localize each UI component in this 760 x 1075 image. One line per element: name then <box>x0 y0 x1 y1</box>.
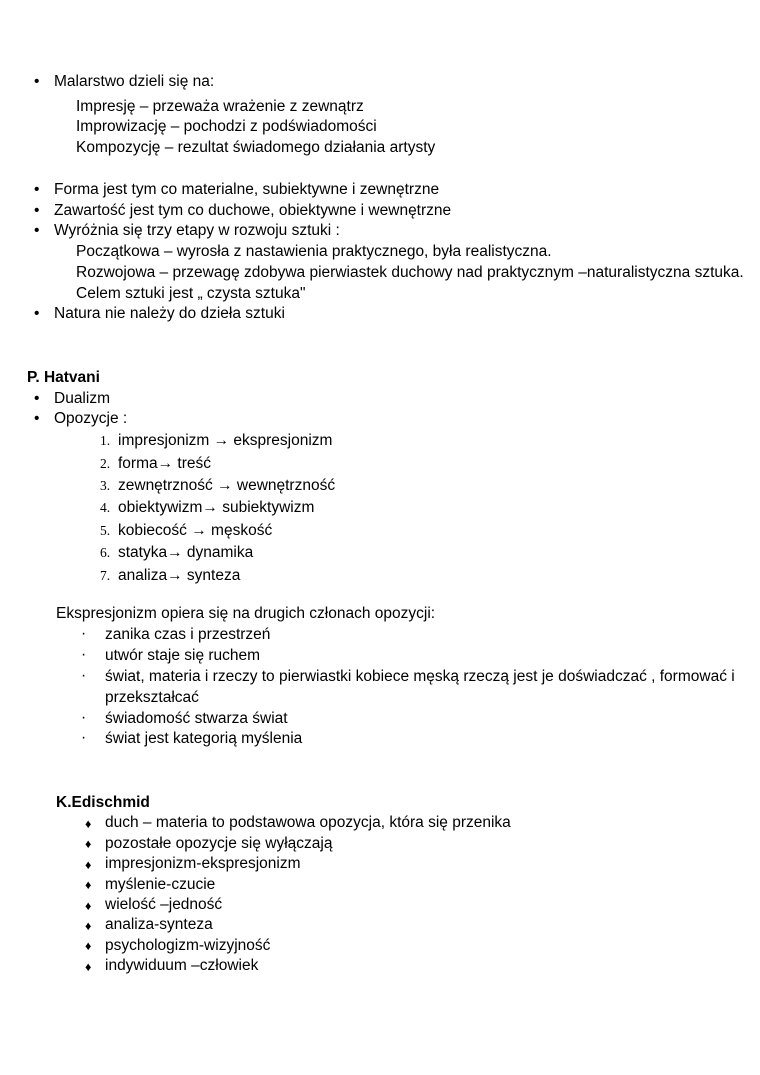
bullet-icon: • <box>34 389 40 407</box>
dot-item-text: świat jest kategorią myślenia <box>105 730 303 748</box>
dot-item <box>0 625 760 646</box>
numbered-item <box>0 497 760 519</box>
numbered-item <box>0 520 760 542</box>
dot-item <box>0 646 760 667</box>
sub-item: Celem sztuki jest „ czysta sztuka" <box>76 284 306 302</box>
bullet-icon: • <box>34 201 40 219</box>
numbered-item-text: impresjonizm → ekspresjonizm <box>118 432 333 450</box>
diamond-bullet-icon: ♦ <box>85 959 92 974</box>
numbered-item-text: statyka→ dynamika <box>118 544 254 562</box>
list-item-text: Wyróżnia się trzy etapy w rozwoju sztuki : <box>54 222 340 240</box>
dot-item <box>0 667 760 709</box>
numbered-list-opozycje <box>0 430 760 587</box>
section-heading: K.Edischmid <box>56 794 150 811</box>
list-item <box>0 409 760 430</box>
numbered-item <box>0 430 760 452</box>
numbered-item-text: forma→ treść <box>118 454 212 472</box>
list-item <box>0 221 760 242</box>
list-item <box>0 72 760 93</box>
diamond-item-text: pozostałe opozycje się wyłączają <box>105 834 333 852</box>
diamond-bullet-icon: ♦ <box>85 837 92 852</box>
list-number: 5. <box>100 522 111 538</box>
sub-item: Impresję – przeważa wrażenie z zewnątrz <box>76 97 364 115</box>
dot-item-text: utwór staje się ruchem <box>105 646 261 664</box>
diamond-item-text: myślenie-czucie <box>105 875 216 893</box>
section-edischmid <box>0 793 760 977</box>
diamond-item-text: psychologizm-wizyjność <box>105 936 271 954</box>
list-number: 4. <box>100 500 111 516</box>
list-item-text: Forma jest tym co materialne, subiektywne i zewnętrzne <box>54 181 440 198</box>
list-item-text: Opozycje : <box>54 410 128 428</box>
numbered-item-text: analiza→ synteza <box>118 566 241 584</box>
dot-bullet-icon: · <box>81 645 87 663</box>
diamond-item-text: impresjonizm-ekspresjonizm <box>105 855 301 873</box>
dot-bullet-icon: · <box>81 708 87 726</box>
sub-item: Rozwojowa – przewagę zdobywa pierwiastek duchowy nad praktycznym –naturalistyczna sztuka. <box>76 263 744 281</box>
section-hatvani <box>0 368 760 587</box>
diamond-item <box>0 875 760 895</box>
numbered-item <box>0 453 760 475</box>
bullet-icon: • <box>34 181 40 198</box>
sub-item: Początkowa – wyrosła z nastawienia praktycznego, była realistyczna. <box>76 243 552 261</box>
list-item <box>0 201 760 222</box>
diamond-item <box>0 834 760 854</box>
dot-item-text: świadomość stwarza świat <box>105 709 288 727</box>
diamond-bullet-icon: ♦ <box>85 878 92 893</box>
diamond-item <box>0 936 760 956</box>
numbered-item-text: zewnętrzność → wewnętrzność <box>118 476 336 494</box>
list-number: 3. <box>100 477 111 493</box>
list-number: 1. <box>100 433 111 449</box>
sublist-malarstwo <box>0 97 760 159</box>
section-forma <box>0 180 760 325</box>
dot-item <box>0 709 760 730</box>
section-malarstwo <box>0 72 760 159</box>
dot-item-text: zanika czas i przestrzeń <box>105 625 271 643</box>
diamond-item <box>0 895 760 915</box>
list-number: 7. <box>100 567 111 583</box>
list-item-text: Malarstwo dzieli się na: <box>54 73 215 90</box>
dot-item <box>0 729 760 750</box>
diamond-item-text: indywiduum –człowiek <box>105 957 259 975</box>
bullet-icon: • <box>34 305 40 323</box>
numbered-item-text: kobiecość → męskość <box>118 521 273 539</box>
dot-bullet-icon: · <box>81 729 87 747</box>
list-item <box>0 180 760 201</box>
list-item-text: Natura nie należy do dzieła sztuki <box>54 305 285 323</box>
list-item-text: Dualizm <box>54 389 110 407</box>
numbered-item-text: obiektywizm→ subiektywizm <box>118 499 315 517</box>
numbered-item <box>0 565 760 587</box>
dot-item-text: świat, materia i rzeczy to pierwiastki kobiece męską rzeczą jest je doświadczać , formować i przekształcać <box>105 667 735 706</box>
sub-item: Improwizację – pochodzi z podświadomości <box>76 118 377 136</box>
bullet-icon: • <box>34 73 40 90</box>
dot-bullet-icon: · <box>81 666 87 684</box>
diamond-item-text: duch – materia to podstawowa opozycja, która się przenika <box>105 814 511 832</box>
section-heading: P. Hatvani <box>27 369 100 386</box>
diamond-item <box>0 915 760 935</box>
list-item-text: Zawartość jest tym co duchowe, obiektywne i wewnętrzne <box>54 201 452 219</box>
list-item <box>0 304 760 325</box>
diamond-bullet-icon: ♦ <box>85 816 92 831</box>
numbered-item <box>0 542 760 564</box>
diamond-item <box>0 956 760 976</box>
bullet-icon: • <box>34 222 40 240</box>
sub-item: Kompozycję – rezultat świadomego działania artysty <box>76 139 436 157</box>
diamond-item-text: wielość –jedność <box>105 896 223 914</box>
diamond-item-text: analiza-synteza <box>105 916 213 934</box>
list-number: 6. <box>100 545 111 561</box>
diamond-bullet-icon: ♦ <box>85 857 92 872</box>
section-ekspresjonizm <box>0 604 760 750</box>
list-number: 2. <box>100 455 111 471</box>
diamond-bullet-icon: ♦ <box>85 939 92 954</box>
diamond-bullet-icon: ♦ <box>85 898 92 913</box>
numbered-item <box>0 475 760 497</box>
list-item <box>0 389 760 410</box>
diamond-item <box>0 813 760 833</box>
paragraph-lead: Ekspresjonizm opiera się na drugich członach opozycji: <box>56 605 436 622</box>
diamond-item <box>0 854 760 874</box>
diamond-bullet-icon: ♦ <box>85 918 92 933</box>
dot-bullet-icon: · <box>81 624 87 642</box>
bullet-icon: • <box>34 410 40 428</box>
